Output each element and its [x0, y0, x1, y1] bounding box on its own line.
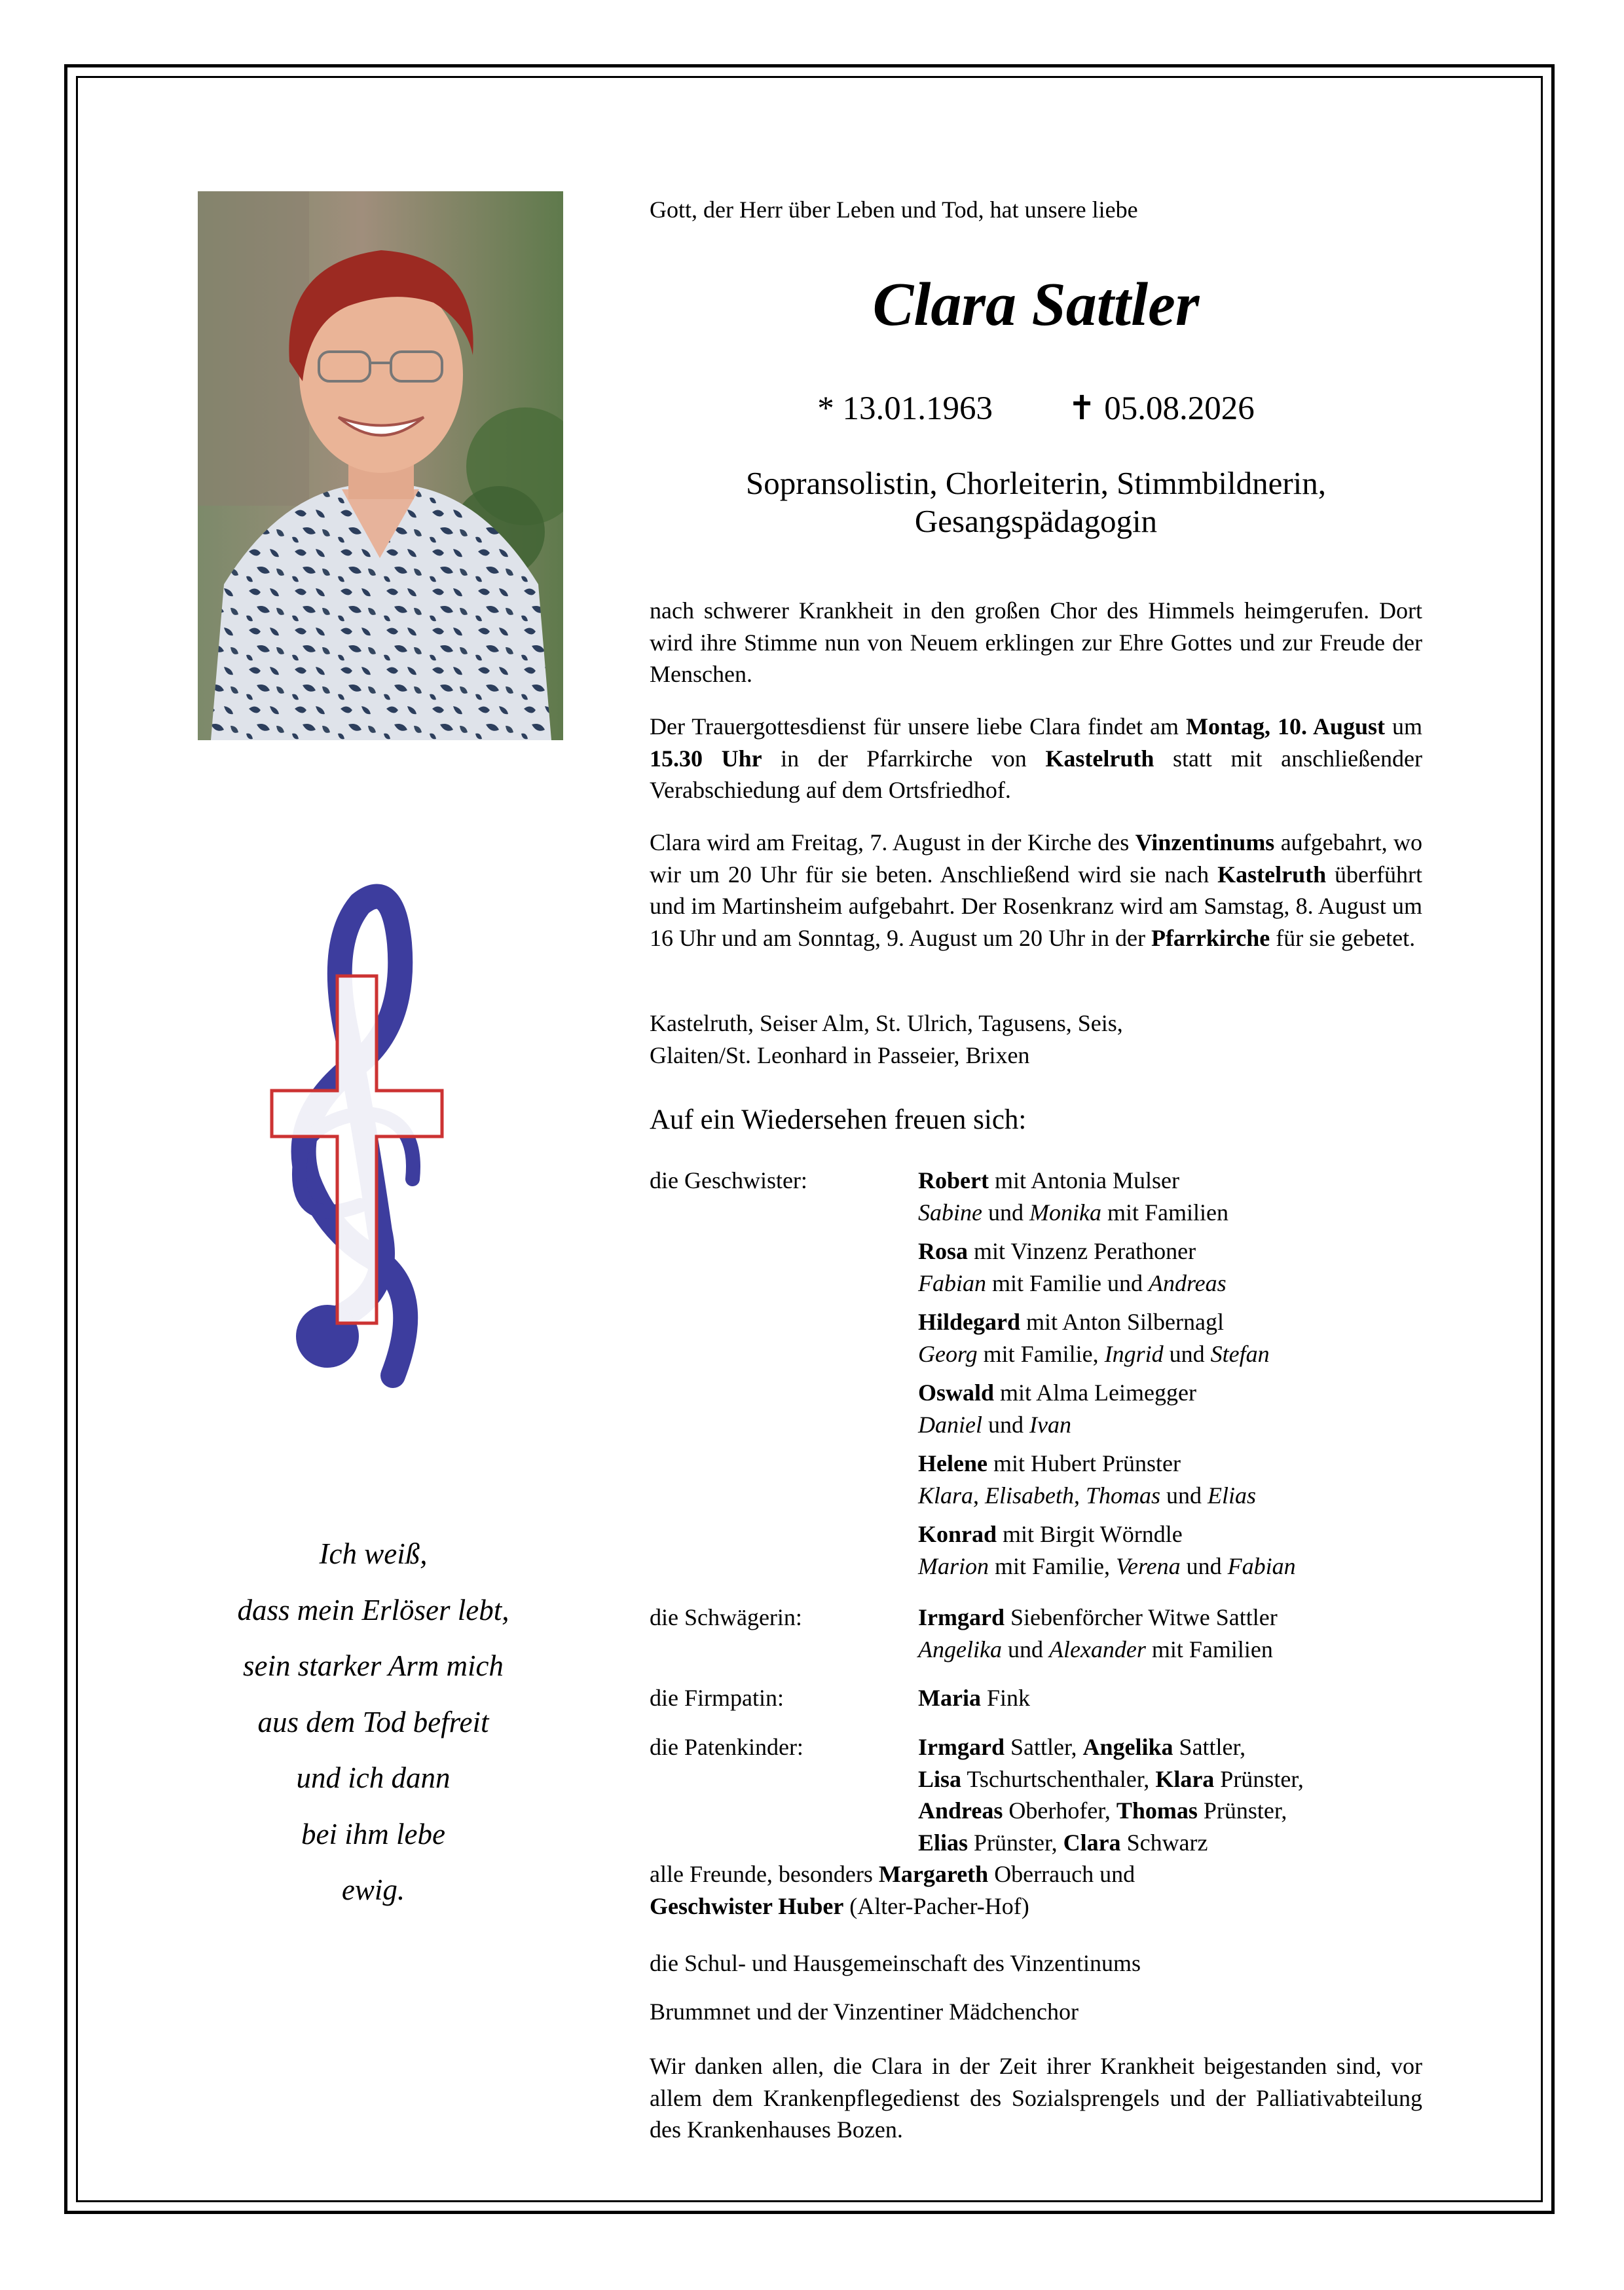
text-run: mit Familie und: [986, 1269, 1149, 1296]
text-run: Prünster,: [1214, 1765, 1304, 1792]
closing-school: [650, 1947, 1422, 1980]
places-line: Glaiten/St. Leonhard in Passeier, Brixen: [650, 1042, 1030, 1068]
text-run: ,: [1074, 1482, 1086, 1509]
mourner-entry: [918, 1235, 1429, 1299]
mourner-entry: [918, 1165, 1429, 1228]
text-run: Sattler,: [1004, 1734, 1083, 1760]
text-run: Clara wird am Freitag, 7. August in der Kirche des: [650, 829, 1135, 855]
mourner-entry: [918, 1731, 1429, 1858]
text-run: und: [982, 1199, 1029, 1226]
closing-line: [650, 1890, 1422, 1923]
mourner-entry: [918, 1602, 1429, 1665]
bold-name: Klara: [1155, 1765, 1215, 1792]
text-run: mit Vinzenz Perathoner: [968, 1238, 1196, 1264]
poem-line: ewig.: [341, 1873, 405, 1906]
bold-name: Lisa: [918, 1765, 962, 1792]
mourner-line: [918, 1731, 1429, 1763]
text-run: statt mit anschließender Verabschiedung auf dem Ortsfriedhof.: [650, 745, 1422, 803]
text-run: mit Antonia Mulser: [988, 1167, 1179, 1193]
treble-clef-cross-emblem: [262, 865, 458, 1408]
bold-name: Elias: [918, 1829, 969, 1856]
text-run: Oberrauch und: [988, 1861, 1135, 1887]
italic-name: Monika: [1029, 1199, 1101, 1226]
italic-name: Thomas: [1086, 1482, 1161, 1509]
mourner-entries: [918, 1731, 1429, 1858]
title-line: Sopransolistin, Chorleiterin, Stimmbildnerin,: [745, 465, 1327, 501]
text-run: und: [1163, 1340, 1211, 1367]
italic-name: Elias: [1208, 1482, 1257, 1509]
closing-line: [650, 1947, 1422, 1980]
bold-name: Geschwister Huber: [650, 1892, 844, 1919]
mourner-line: [918, 1197, 1429, 1229]
text-run: um: [1385, 713, 1422, 740]
mourner-entry: [918, 1306, 1429, 1370]
poem-line: und ich dann: [296, 1761, 451, 1794]
bold-name: 15.30 Uhr: [650, 745, 762, 772]
closing-choir: [650, 1996, 1422, 2028]
bold-name: Irmgard: [918, 1604, 1005, 1630]
poem-line: dass mein Erlöser lebt,: [237, 1593, 509, 1626]
bold-name: Helene: [918, 1450, 987, 1476]
bold-name: Maria: [918, 1685, 981, 1711]
poem: [183, 1526, 563, 1919]
bold-name: Pfarrkirche: [1151, 924, 1270, 951]
text-run: Siebenförcher Witwe Sattler: [1004, 1604, 1278, 1630]
text-run: und: [1001, 1636, 1049, 1662]
italic-name: Elisabeth: [985, 1482, 1075, 1509]
italic-name: Alexander: [1048, 1636, 1146, 1662]
mourner-entry: [918, 1377, 1429, 1440]
mourner-line: [918, 1795, 1429, 1827]
mourner-group-label: die Schwägerin:: [650, 1604, 802, 1630]
mourner-line: [918, 1267, 1429, 1300]
mourner-line: [918, 1409, 1429, 1441]
paragraph-funeral: [650, 711, 1422, 806]
mourner-group-label: die Patenkinder:: [650, 1734, 803, 1760]
birth-date: * 13.01.1963: [817, 390, 993, 427]
text-run: mit Hubert Prünster: [987, 1450, 1181, 1476]
text-run: Prünster,: [968, 1829, 1063, 1856]
poem-line: aus dem Tod befreit: [257, 1705, 489, 1738]
title-line: Gesangspädagogin: [914, 503, 1158, 539]
mourner-line: [918, 1518, 1429, 1550]
text-run: und: [1160, 1482, 1208, 1509]
poem-line: bei ihm lebe: [301, 1817, 445, 1850]
bold-name: Clara: [1063, 1829, 1121, 1856]
places: [650, 1007, 1422, 1071]
closing-line: [650, 1858, 1422, 1890]
mourner-line: [918, 1235, 1429, 1267]
text-run: mit Anton Silbernagl: [1020, 1309, 1225, 1335]
text-run: Der Trauergottesdienst für unsere liebe Clara findet am: [650, 713, 1186, 740]
text-run: Brummnet und der Vinzentiner Mädchenchor: [650, 1999, 1079, 2025]
mourner-entries: [918, 1602, 1429, 1665]
text-run: und: [982, 1411, 1029, 1438]
places-line: Kastelruth, Seiser Alm, St. Ulrich, Tagusens, Seis,: [650, 1010, 1123, 1036]
italic-name: Georg: [918, 1340, 978, 1367]
closing-friends: [650, 1858, 1422, 1922]
mourners-heading: Auf ein Wiedersehen freuen sich:: [650, 1104, 1027, 1135]
text-run: Prünster,: [1197, 1797, 1287, 1824]
bold-name: Irmgard: [918, 1734, 1005, 1760]
text-run: ,: [973, 1482, 986, 1509]
text-run: aufgebahrt, wo wir um 20 Uhr für sie beten. Anschließend wird sie nach: [650, 829, 1422, 888]
closing-line: [650, 1996, 1422, 2028]
italic-name: Andreas: [1149, 1269, 1227, 1296]
professional-titles: [650, 464, 1422, 540]
italic-name: Klara: [918, 1482, 974, 1509]
bold-name: Angelika: [1082, 1734, 1173, 1760]
mourner-line: [918, 1602, 1429, 1634]
italic-name: Sabine: [918, 1199, 982, 1226]
thanks-paragraph: Wir danken allen, die Clara in der Zeit ihrer Krankheit beigestanden sind, vor allem dem Krankenpflegedienst des Sozialsprengels und der Palliativabteilung des Krankenhauses Bozen.: [650, 2053, 1422, 2143]
deceased-name: Clara Sattler: [872, 271, 1200, 339]
mourner-line: [918, 1827, 1429, 1859]
poem-line: Ich weiß,: [319, 1537, 428, 1570]
text-run: in der Pfarrkirche von: [762, 745, 1046, 772]
text-run: nach schwerer Krankheit in den großen Chor des Himmels heimgerufen. Dort wird ihre Stimme nun von Neuem erklingen zur Ehre Gottes und zur Freude der Menschen.: [650, 597, 1422, 687]
mourner-group-label: die Geschwister:: [650, 1167, 807, 1193]
intro-line: Gott, der Herr über Leben und Tod, hat unsere liebe: [650, 197, 1138, 223]
bold-name: Vinzentinums: [1135, 829, 1275, 855]
mourner-entries: [918, 1165, 1429, 1582]
paragraph-wake: [650, 827, 1422, 954]
bold-name: Margareth: [878, 1861, 989, 1887]
bold-name: Konrad: [918, 1521, 997, 1547]
bold-name: Andreas: [918, 1797, 1003, 1824]
mourner-line: [918, 1682, 1429, 1714]
text-run: überführt und im Martinsheim aufgebahrt. Der Rosenkranz wird am Samstag, 8. August um 16 Uhr und am Sonntag, 9. August um 20 Uhr in der: [650, 861, 1422, 951]
mourner-line: [918, 1480, 1429, 1512]
mourner-group-label: die Firmpatin:: [650, 1685, 784, 1711]
mourner-line: [918, 1338, 1429, 1370]
treble-clef-cross-icon: [262, 865, 458, 1408]
text-run: (Alter-Pacher-Hof): [843, 1892, 1029, 1919]
text-run: Schwarz: [1120, 1829, 1208, 1856]
text-run: mit Familie,: [989, 1552, 1116, 1579]
text-run: alle Freunde, besonders: [650, 1861, 879, 1887]
text-run: Fink: [980, 1685, 1030, 1711]
portrait-photo: [198, 191, 563, 740]
italic-name: Marion: [918, 1552, 989, 1579]
text-run: die Schul- und Hausgemeinschaft des Vinzentinums: [650, 1950, 1141, 1976]
bold-name: Rosa: [918, 1238, 969, 1264]
text-run: mit Birgit Wörndle: [997, 1521, 1183, 1547]
portrait-illustration: [198, 191, 563, 740]
mourner-line: [918, 1165, 1429, 1197]
mourner-line: [918, 1306, 1429, 1338]
text-run: mit Familie,: [977, 1340, 1105, 1367]
bold-name: Montag, 10. August: [1185, 713, 1385, 740]
italic-name: Fabian: [918, 1269, 986, 1296]
mourner-entry: [918, 1682, 1429, 1714]
mourner-line: [918, 1550, 1429, 1583]
bold-name: Hildegard: [918, 1309, 1021, 1335]
text-run: Tschurtschenthaler,: [961, 1765, 1156, 1792]
paragraph-heimgerufen: [650, 595, 1422, 690]
bold-name: Kastelruth: [1217, 861, 1327, 888]
italic-name: Verena: [1116, 1552, 1181, 1579]
mourner-line: [918, 1377, 1429, 1409]
text-run: für sie gebetet.: [1270, 924, 1416, 951]
bold-name: Oswald: [918, 1380, 995, 1406]
text-run: und: [1180, 1552, 1228, 1579]
italic-name: Stefan: [1210, 1340, 1270, 1367]
bold-name: Kastelruth: [1045, 745, 1154, 772]
italic-name: Ivan: [1029, 1411, 1071, 1438]
italic-name: Daniel: [918, 1411, 982, 1438]
text-run: Oberhofer,: [1003, 1797, 1116, 1824]
mourner-entry: [918, 1518, 1429, 1582]
mourner-entry: [918, 1448, 1429, 1511]
mourner-entries: [918, 1682, 1429, 1714]
mourner-line: [918, 1763, 1429, 1795]
life-dates: [650, 388, 1422, 429]
text-run: mit Familien: [1101, 1199, 1228, 1226]
bold-name: Robert: [918, 1167, 989, 1193]
death-date: ✝ 05.08.2026: [1067, 390, 1255, 427]
bold-name: Thomas: [1116, 1797, 1198, 1824]
italic-name: Ingrid: [1104, 1340, 1164, 1367]
text-run: Sattler,: [1173, 1734, 1246, 1760]
mourner-line: [918, 1448, 1429, 1480]
text-run: mit Familien: [1145, 1636, 1273, 1662]
text-run: mit Alma Leimegger: [994, 1380, 1196, 1406]
poem-line: sein starker Arm mich: [243, 1649, 504, 1682]
italic-name: Fabian: [1227, 1552, 1296, 1579]
mourner-line: [918, 1634, 1429, 1666]
italic-name: Angelika: [918, 1636, 1002, 1662]
